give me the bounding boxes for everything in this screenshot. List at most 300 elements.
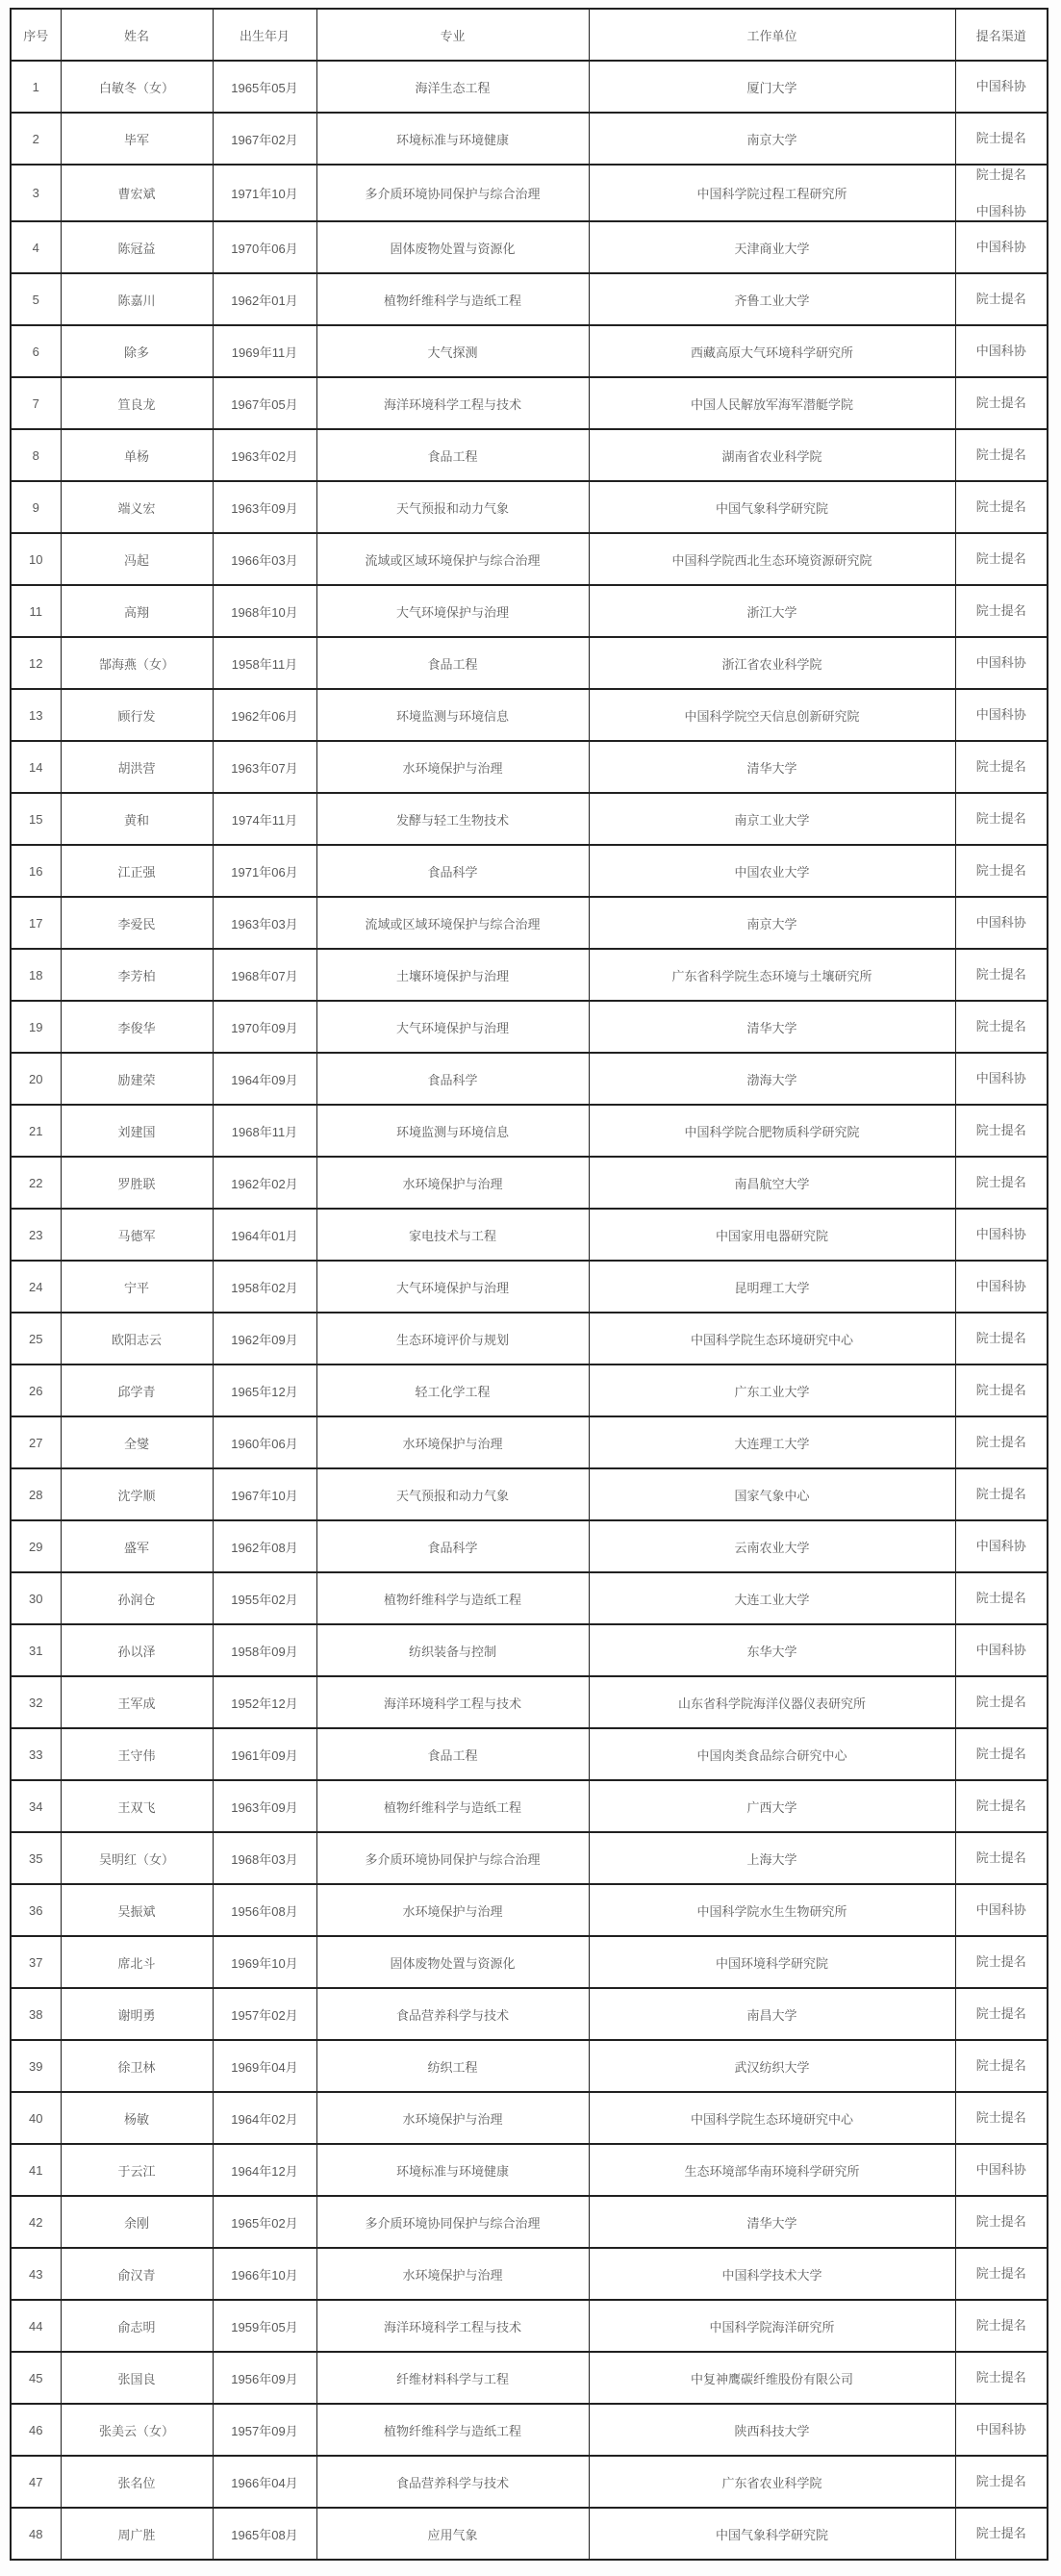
cell-serial-number: 40 <box>11 2092 61 2144</box>
column-header-nomination-channel: 提名渠道 <box>955 9 1048 61</box>
table-row <box>11 585 1048 637</box>
cell-serial-number: 4 <box>11 221 61 273</box>
column-header-birth-date: 出生年月 <box>213 9 316 61</box>
cell-birth-date: 1960年06月 <box>213 1416 316 1468</box>
cell-birth-date: 1969年11月 <box>213 325 316 377</box>
cell-organization: 上海大学 <box>589 1832 955 1884</box>
cell-serial-number: 42 <box>11 2196 61 2248</box>
cell-name: 沈学顺 <box>61 1468 213 1520</box>
cell-specialty: 纺织装备与控制 <box>316 1624 589 1676</box>
nomination-channel-line: 院士提名 <box>975 1747 1026 1762</box>
cell-birth-date: 1968年11月 <box>213 1105 316 1157</box>
cell-nomination-channel <box>955 1936 1048 1988</box>
cell-specialty: 食品科学 <box>316 845 589 897</box>
nomination-channel-line: 院士提名 <box>975 1331 1026 1346</box>
cell-organization: 清华大学 <box>589 1001 955 1053</box>
cell-name: 俞志明 <box>61 2300 213 2352</box>
cell-specialty: 食品工程 <box>316 429 589 481</box>
table-row <box>11 2196 1048 2248</box>
cell-specialty: 固体废物处置与资源化 <box>316 1936 589 1988</box>
cell-birth-date: 1974年11月 <box>213 793 316 845</box>
table-row <box>11 845 1048 897</box>
table-row <box>11 221 1048 273</box>
cell-specialty: 纺织工程 <box>316 2040 589 2092</box>
table-row <box>11 1001 1048 1053</box>
cell-birth-date: 1956年09月 <box>213 2352 316 2404</box>
table-row <box>11 1520 1048 1572</box>
cell-name: 白敏冬（女） <box>61 61 213 113</box>
cell-serial-number: 2 <box>11 113 61 165</box>
cell-specialty: 水环境保护与治理 <box>316 1884 589 1936</box>
cell-name: 邱学青 <box>61 1365 213 1416</box>
cell-nomination-channel <box>955 2040 1048 2092</box>
nomination-channel-line: 院士提名 <box>975 2474 1026 2489</box>
cell-specialty: 食品工程 <box>316 637 589 689</box>
cell-nomination-channel <box>955 165 1048 221</box>
cell-nomination-channel <box>955 325 1048 377</box>
cell-birth-date: 1967年05月 <box>213 377 316 429</box>
table-row <box>11 1209 1048 1261</box>
cell-nomination-channel <box>955 637 1048 689</box>
table-header <box>11 9 1048 61</box>
cell-serial-number: 13 <box>11 689 61 741</box>
cell-organization: 中国气象科学研究院 <box>589 2508 955 2560</box>
cell-birth-date: 1968年10月 <box>213 585 316 637</box>
cell-birth-date: 1967年10月 <box>213 1468 316 1520</box>
nomination-channel-line: 院士提名 <box>975 2526 1026 2541</box>
cell-nomination-channel <box>955 1053 1048 1105</box>
cell-birth-date: 1964年01月 <box>213 1209 316 1261</box>
cell-serial-number: 38 <box>11 1988 61 2040</box>
cell-specialty: 环境标准与环境健康 <box>316 113 589 165</box>
nomination-channel-line: 院士提名 <box>975 447 1026 463</box>
cell-birth-date: 1968年07月 <box>213 949 316 1001</box>
table-row <box>11 689 1048 741</box>
table-row <box>11 949 1048 1001</box>
cell-serial-number: 39 <box>11 2040 61 2092</box>
cell-serial-number: 28 <box>11 1468 61 1520</box>
nomination-channel-line: 院士提名 <box>975 1798 1026 1814</box>
cell-name: 李芳柏 <box>61 949 213 1001</box>
cell-nomination-channel <box>955 61 1048 113</box>
cell-name: 张美云（女） <box>61 2404 213 2456</box>
cell-nomination-channel <box>955 1884 1048 1936</box>
nomination-channel-line: 院士提名 <box>975 2058 1026 2074</box>
cell-specialty: 发酵与轻工生物技术 <box>316 793 589 845</box>
table-row <box>11 2352 1048 2404</box>
table-row <box>11 113 1048 165</box>
cell-name: 笪良龙 <box>61 377 213 429</box>
cell-organization: 武汉纺织大学 <box>589 2040 955 2092</box>
nomination-channel-line: 院士提名 <box>975 2006 1026 2022</box>
cell-name: 胡洪营 <box>61 741 213 793</box>
cell-name: 罗胜联 <box>61 1157 213 1209</box>
cell-organization: 湖南省农业科学院 <box>589 429 955 481</box>
cell-birth-date: 1963年09月 <box>213 481 316 533</box>
cell-specialty: 生态环境评价与规划 <box>316 1313 589 1365</box>
cell-specialty: 海洋环境科学工程与技术 <box>316 1676 589 1728</box>
cell-serial-number: 37 <box>11 1936 61 1988</box>
cell-organization: 广西大学 <box>589 1780 955 1832</box>
table-row <box>11 1416 1048 1468</box>
cell-nomination-channel <box>955 2196 1048 2248</box>
nomination-channel-line: 院士提名 <box>975 167 1026 182</box>
cell-nomination-channel <box>955 845 1048 897</box>
nomination-channel-line: 院士提名 <box>975 2318 1026 2334</box>
nomination-channel-line: 院士提名 <box>975 292 1026 307</box>
cell-birth-date: 1955年02月 <box>213 1572 316 1624</box>
cell-organization: 厦门大学 <box>589 61 955 113</box>
cell-birth-date: 1965年12月 <box>213 1365 316 1416</box>
cell-nomination-channel <box>955 1988 1048 2040</box>
cell-specialty: 固体废物处置与资源化 <box>316 221 589 273</box>
cell-nomination-channel <box>955 377 1048 429</box>
cell-specialty: 环境标准与环境健康 <box>316 2144 589 2196</box>
table-row <box>11 897 1048 949</box>
cell-specialty: 天气预报和动力气象 <box>316 1468 589 1520</box>
nomination-channel-line: 院士提名 <box>975 2266 1026 2282</box>
cell-serial-number: 9 <box>11 481 61 533</box>
cell-nomination-channel <box>955 2144 1048 2196</box>
cell-organization: 广东省农业科学院 <box>589 2456 955 2508</box>
cell-nomination-channel <box>955 2092 1048 2144</box>
cell-serial-number: 16 <box>11 845 61 897</box>
cell-specialty: 多介质环境协同保护与综合治理 <box>316 1832 589 1884</box>
cell-name: 马德军 <box>61 1209 213 1261</box>
cell-organization: 大连工业大学 <box>589 1572 955 1624</box>
cell-name: 端义宏 <box>61 481 213 533</box>
cell-serial-number: 6 <box>11 325 61 377</box>
cell-nomination-channel <box>955 2248 1048 2300</box>
cell-organization: 中国科学院海洋研究所 <box>589 2300 955 2352</box>
cell-serial-number: 15 <box>11 793 61 845</box>
cell-name: 黄和 <box>61 793 213 845</box>
nomination-channel-line: 院士提名 <box>975 967 1026 982</box>
cell-organization: 中国科学院空天信息创新研究院 <box>589 689 955 741</box>
cell-nomination-channel <box>955 1209 1048 1261</box>
nomination-channel-line: 院士提名 <box>975 131 1026 146</box>
cell-specialty: 家电技术与工程 <box>316 1209 589 1261</box>
cell-name: 徐卫林 <box>61 2040 213 2092</box>
cell-birth-date: 1963年02月 <box>213 429 316 481</box>
nomination-channel-line: 中国科协 <box>975 1539 1026 1554</box>
cell-specialty: 食品工程 <box>316 1728 589 1780</box>
cell-serial-number: 19 <box>11 1001 61 1053</box>
cell-birth-date: 1962年01月 <box>213 273 316 325</box>
cell-organization: 山东省科学院海洋仪器仪表研究所 <box>589 1676 955 1728</box>
cell-name: 刘建国 <box>61 1105 213 1157</box>
cell-name: 顾行发 <box>61 689 213 741</box>
cell-organization: 西藏高原大气环境科学研究所 <box>589 325 955 377</box>
cell-specialty: 大气环境保护与治理 <box>316 585 589 637</box>
cell-specialty: 环境监测与环境信息 <box>316 1105 589 1157</box>
cell-specialty: 海洋生态工程 <box>316 61 589 113</box>
cell-birth-date: 1962年06月 <box>213 689 316 741</box>
cell-birth-date: 1966年04月 <box>213 2456 316 2508</box>
cell-birth-date: 1966年03月 <box>213 533 316 585</box>
cell-organization: 云南农业大学 <box>589 1520 955 1572</box>
table-row <box>11 1780 1048 1832</box>
cell-birth-date: 1965年08月 <box>213 2508 316 2560</box>
cell-birth-date: 1961年09月 <box>213 1728 316 1780</box>
table-row <box>11 1624 1048 1676</box>
cell-birth-date: 1964年09月 <box>213 1053 316 1105</box>
cell-serial-number: 25 <box>11 1313 61 1365</box>
nomination-channel-line: 中国科协 <box>975 344 1026 359</box>
cell-name: 周广胜 <box>61 2508 213 2560</box>
cell-nomination-channel <box>955 793 1048 845</box>
cell-serial-number: 20 <box>11 1053 61 1105</box>
cell-name: 俞汉青 <box>61 2248 213 2300</box>
header-row <box>11 9 1048 61</box>
cell-nomination-channel <box>955 2508 1048 2560</box>
table-row <box>11 2456 1048 2508</box>
cell-name: 于云江 <box>61 2144 213 2196</box>
table-row <box>11 1105 1048 1157</box>
cell-organization: 天津商业大学 <box>589 221 955 273</box>
cell-name: 孙以泽 <box>61 1624 213 1676</box>
cell-birth-date: 1965年02月 <box>213 2196 316 2248</box>
cell-nomination-channel <box>955 1416 1048 1468</box>
table-row <box>11 637 1048 689</box>
cell-organization: 渤海大学 <box>589 1053 955 1105</box>
cell-name: 席北斗 <box>61 1936 213 1988</box>
cell-organization: 国家气象中心 <box>589 1468 955 1520</box>
cell-serial-number: 47 <box>11 2456 61 2508</box>
nomination-channel-line: 院士提名 <box>975 1435 1026 1450</box>
cell-name: 欧阳志云 <box>61 1313 213 1365</box>
cell-organization: 中国科学院生态环境研究中心 <box>589 2092 955 2144</box>
cell-name: 张国良 <box>61 2352 213 2404</box>
cell-organization: 齐鲁工业大学 <box>589 273 955 325</box>
cell-nomination-channel <box>955 1365 1048 1416</box>
column-header-organization: 工作单位 <box>589 9 955 61</box>
nomination-channel-line: 院士提名 <box>975 1383 1026 1398</box>
cell-name: 杨敏 <box>61 2092 213 2144</box>
cell-organization: 中国气象科学研究院 <box>589 481 955 533</box>
table-row <box>11 165 1048 221</box>
cell-organization: 中国家用电器研究院 <box>589 1209 955 1261</box>
cell-serial-number: 34 <box>11 1780 61 1832</box>
cell-specialty: 植物纤维科学与造纸工程 <box>316 1572 589 1624</box>
cell-nomination-channel <box>955 481 1048 533</box>
cell-nomination-channel <box>955 2456 1048 2508</box>
table-row <box>11 741 1048 793</box>
cell-birth-date: 1958年11月 <box>213 637 316 689</box>
cell-specialty: 食品营养科学与技术 <box>316 2456 589 2508</box>
table-row <box>11 325 1048 377</box>
cell-specialty: 大气探测 <box>316 325 589 377</box>
cell-organization: 中国人民解放军海军潜艇学院 <box>589 377 955 429</box>
cell-specialty: 纤维材料科学与工程 <box>316 2352 589 2404</box>
table-row <box>11 273 1048 325</box>
cell-serial-number: 31 <box>11 1624 61 1676</box>
cell-organization: 陕西科技大学 <box>589 2404 955 2456</box>
cell-birth-date: 1970年09月 <box>213 1001 316 1053</box>
nomination-channel-line: 院士提名 <box>975 1487 1026 1502</box>
cell-name: 高翔 <box>61 585 213 637</box>
nomination-channel-line: 中国科协 <box>975 1902 1026 1918</box>
cell-organization: 大连理工大学 <box>589 1416 955 1468</box>
cell-birth-date: 1968年03月 <box>213 1832 316 1884</box>
cell-serial-number: 12 <box>11 637 61 689</box>
cell-organization: 昆明理工大学 <box>589 1261 955 1313</box>
cell-birth-date: 1970年06月 <box>213 221 316 273</box>
nomination-channel-line: 院士提名 <box>975 1591 1026 1606</box>
table-body <box>11 61 1048 2560</box>
cell-nomination-channel <box>955 2300 1048 2352</box>
candidates-table <box>10 8 1048 2561</box>
cell-organization: 南京大学 <box>589 897 955 949</box>
cell-organization: 广东工业大学 <box>589 1365 955 1416</box>
table-row <box>11 533 1048 585</box>
nomination-channel-line: 中国科协 <box>975 655 1026 671</box>
table-row <box>11 793 1048 845</box>
cell-organization: 南京大学 <box>589 113 955 165</box>
cell-name: 励建荣 <box>61 1053 213 1105</box>
cell-serial-number: 48 <box>11 2508 61 2560</box>
cell-serial-number: 10 <box>11 533 61 585</box>
cell-birth-date: 1962年02月 <box>213 1157 316 1209</box>
cell-specialty: 水环境保护与治理 <box>316 741 589 793</box>
cell-serial-number: 29 <box>11 1520 61 1572</box>
cell-birth-date: 1969年10月 <box>213 1936 316 1988</box>
cell-organization: 中国科学院西北生态环境资源研究院 <box>589 533 955 585</box>
cell-organization: 中国科学院过程工程研究所 <box>589 165 955 221</box>
nomination-channel-line: 中国科协 <box>975 707 1026 723</box>
cell-organization: 中国科学院生态环境研究中心 <box>589 1313 955 1365</box>
nomination-channel-line: 院士提名 <box>975 395 1026 411</box>
cell-nomination-channel <box>955 1105 1048 1157</box>
cell-specialty: 水环境保护与治理 <box>316 2248 589 2300</box>
cell-name: 李俊华 <box>61 1001 213 1053</box>
cell-birth-date: 1952年12月 <box>213 1676 316 1728</box>
cell-name: 江正强 <box>61 845 213 897</box>
cell-nomination-channel <box>955 1001 1048 1053</box>
cell-nomination-channel <box>955 2404 1048 2456</box>
nomination-channel-line: 中国科协 <box>975 203 1026 218</box>
table-row <box>11 1468 1048 1520</box>
cell-serial-number: 26 <box>11 1365 61 1416</box>
cell-serial-number: 36 <box>11 1884 61 1936</box>
nomination-channel-line: 院士提名 <box>975 2370 1026 2385</box>
cell-name: 陈嘉川 <box>61 273 213 325</box>
nomination-channel-line: 中国科协 <box>975 1071 1026 1086</box>
cell-name: 毕军 <box>61 113 213 165</box>
table-row <box>11 1157 1048 1209</box>
cell-name: 盛军 <box>61 1520 213 1572</box>
table-row <box>11 1365 1048 1416</box>
cell-organization: 中国环境科学研究院 <box>589 1936 955 1988</box>
cell-birth-date: 1967年02月 <box>213 113 316 165</box>
nomination-channel-line: 院士提名 <box>975 759 1026 775</box>
nomination-channel-line: 院士提名 <box>975 811 1026 827</box>
cell-specialty: 食品营养科学与技术 <box>316 1988 589 2040</box>
cell-organization: 中国科学院合肥物质科学研究院 <box>589 1105 955 1157</box>
nomination-channel-line: 院士提名 <box>975 2214 1026 2230</box>
cell-organization: 生态环境部华南环境科学研究所 <box>589 2144 955 2196</box>
nomination-channel-line: 院士提名 <box>975 1695 1026 1710</box>
cell-name: 王双飞 <box>61 1780 213 1832</box>
cell-name: 吴振斌 <box>61 1884 213 1936</box>
cell-specialty: 流域或区域环境保护与综合治理 <box>316 533 589 585</box>
cell-serial-number: 3 <box>11 165 61 221</box>
cell-birth-date: 1963年03月 <box>213 897 316 949</box>
cell-birth-date: 1959年05月 <box>213 2300 316 2352</box>
cell-name: 郜海燕（女） <box>61 637 213 689</box>
nomination-channel-line: 中国科协 <box>975 1279 1026 1294</box>
cell-name: 张名位 <box>61 2456 213 2508</box>
nomination-channel-line: 院士提名 <box>975 1175 1026 1190</box>
cell-nomination-channel <box>955 585 1048 637</box>
cell-organization: 浙江省农业科学院 <box>589 637 955 689</box>
cell-serial-number: 7 <box>11 377 61 429</box>
cell-nomination-channel <box>955 1624 1048 1676</box>
cell-serial-number: 14 <box>11 741 61 793</box>
cell-serial-number: 45 <box>11 2352 61 2404</box>
cell-organization: 中复神鹰碳纤维股份有限公司 <box>589 2352 955 2404</box>
cell-birth-date: 1957年02月 <box>213 1988 316 2040</box>
cell-name: 全燮 <box>61 1416 213 1468</box>
table-row <box>11 1832 1048 1884</box>
table-row <box>11 1313 1048 1365</box>
cell-specialty: 水环境保护与治理 <box>316 1416 589 1468</box>
nomination-channel-line: 中国科协 <box>975 2422 1026 2437</box>
cell-birth-date: 1957年09月 <box>213 2404 316 2456</box>
cell-name: 陈冠益 <box>61 221 213 273</box>
cell-nomination-channel <box>955 949 1048 1001</box>
cell-specialty: 食品科学 <box>316 1053 589 1105</box>
cell-name: 冯起 <box>61 533 213 585</box>
cell-specialty: 多介质环境协同保护与综合治理 <box>316 2196 589 2248</box>
column-header-specialty: 专业 <box>316 9 589 61</box>
cell-birth-date: 1965年05月 <box>213 61 316 113</box>
table-row <box>11 2508 1048 2560</box>
cell-nomination-channel <box>955 2352 1048 2404</box>
cell-nomination-channel <box>955 1157 1048 1209</box>
cell-birth-date: 1956年08月 <box>213 1884 316 1936</box>
cell-serial-number: 41 <box>11 2144 61 2196</box>
table-row <box>11 1261 1048 1313</box>
column-header-serial-number: 序号 <box>11 9 61 61</box>
cell-serial-number: 8 <box>11 429 61 481</box>
cell-specialty: 应用气象 <box>316 2508 589 2560</box>
nomination-channel-line: 院士提名 <box>975 499 1026 515</box>
cell-organization: 南昌航空大学 <box>589 1157 955 1209</box>
cell-nomination-channel <box>955 221 1048 273</box>
cell-name: 王守伟 <box>61 1728 213 1780</box>
cell-birth-date: 1971年06月 <box>213 845 316 897</box>
cell-organization: 广东省科学院生态环境与土壤研究所 <box>589 949 955 1001</box>
cell-serial-number: 24 <box>11 1261 61 1313</box>
cell-organization: 南京工业大学 <box>589 793 955 845</box>
table-row <box>11 1572 1048 1624</box>
nomination-channel-line: 院士提名 <box>975 551 1026 567</box>
cell-specialty: 海洋环境科学工程与技术 <box>316 377 589 429</box>
cell-specialty: 水环境保护与治理 <box>316 2092 589 2144</box>
cell-nomination-channel <box>955 533 1048 585</box>
cell-specialty: 植物纤维科学与造纸工程 <box>316 2404 589 2456</box>
table-row <box>11 2040 1048 2092</box>
cell-name: 李爱民 <box>61 897 213 949</box>
cell-serial-number: 1 <box>11 61 61 113</box>
nomination-channel-line: 中国科协 <box>975 1227 1026 1242</box>
cell-name: 王军成 <box>61 1676 213 1728</box>
cell-serial-number: 18 <box>11 949 61 1001</box>
nomination-channel-line: 中国科协 <box>975 1643 1026 1658</box>
cell-specialty: 植物纤维科学与造纸工程 <box>316 1780 589 1832</box>
cell-nomination-channel <box>955 1261 1048 1313</box>
